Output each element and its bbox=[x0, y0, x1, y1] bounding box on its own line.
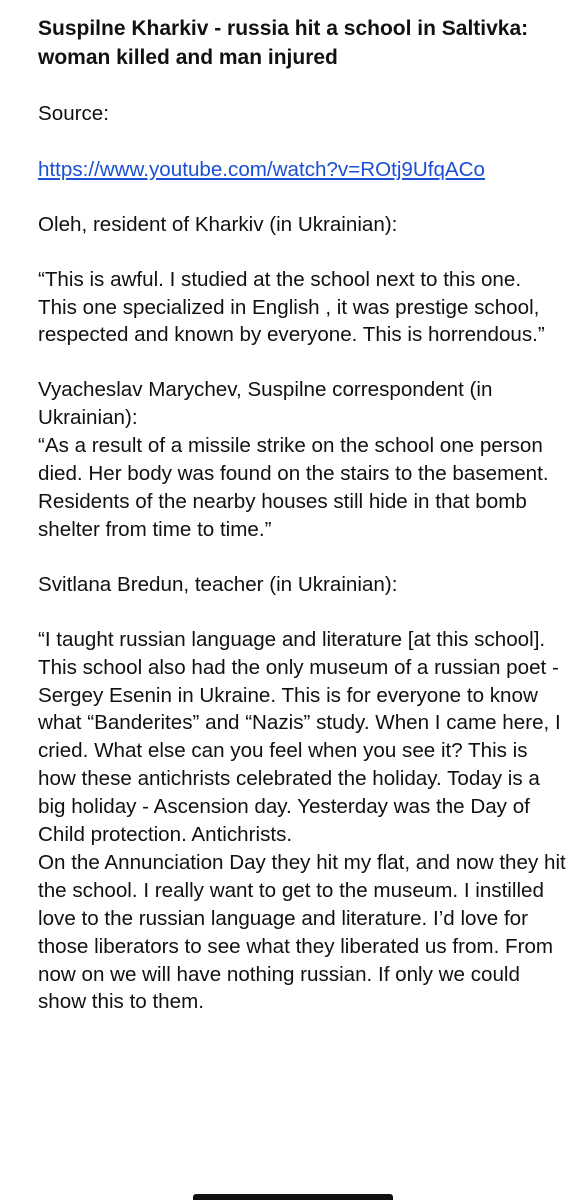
speaker1-intro: Oleh, resident of Kharkiv (in Ukrainian): bbox=[38, 212, 398, 236]
spacer bbox=[38, 239, 568, 266]
source-label: Source: bbox=[38, 102, 109, 125]
speaker3-intro: Svitlana Bredun, teacher (in Ukrainian): bbox=[38, 572, 398, 596]
speaker2-intro: Vyacheslav Marychev, Suspilne correspondent (in Ukrainian): bbox=[38, 378, 493, 430]
speaker3-quote: “I taught russian language and literature [at this school]. This school also had the only museum of a russian poet - Sergey Esenin in Ukraine. This is for everyone to know what “Banderites” and “Nazis” study. When I came here, I cried. What else can you feel when you see it? This is how these antichrists celebrated the holiday. Today is a big holiday - Ascension day. Yesterday was the Day of Child protection. Antichrists. On the Annunciation Day they hit my flat, and now they hit the school. I really want to get to the museum. I instilled love to the russian language and literature. I’d love for those liberators to see what they liberated us from. From now on we will have nothing russian. If only we could show this to them. bbox=[38, 627, 566, 1014]
spacer bbox=[38, 184, 568, 211]
spacer bbox=[38, 72, 568, 100]
article-title: Suspilne Kharkiv - russia hit a school in Saltivka: woman killed and man injured bbox=[38, 17, 529, 69]
spacer bbox=[38, 544, 568, 571]
spacer bbox=[38, 599, 568, 626]
source-link[interactable]: https://www.youtube.com/watch?v=ROtj9UfqACo bbox=[38, 157, 485, 181]
speaker2-quote: “As a result of a missile strike on the school one person died. Her body was found on the stairs to the basement. Residents of the nearby houses still hide in that bomb shelter from time to time.” bbox=[38, 434, 549, 541]
source-line bbox=[38, 128, 568, 184]
speaker1-quote: “This is awful. I studied at the school next to this one. This one specialized in English , it was prestige school, respected and known by everyone. This is horrendous.” bbox=[38, 267, 545, 347]
home-indicator bbox=[193, 1194, 393, 1200]
spacer bbox=[38, 349, 568, 376]
article-body bbox=[38, 14, 568, 1016]
